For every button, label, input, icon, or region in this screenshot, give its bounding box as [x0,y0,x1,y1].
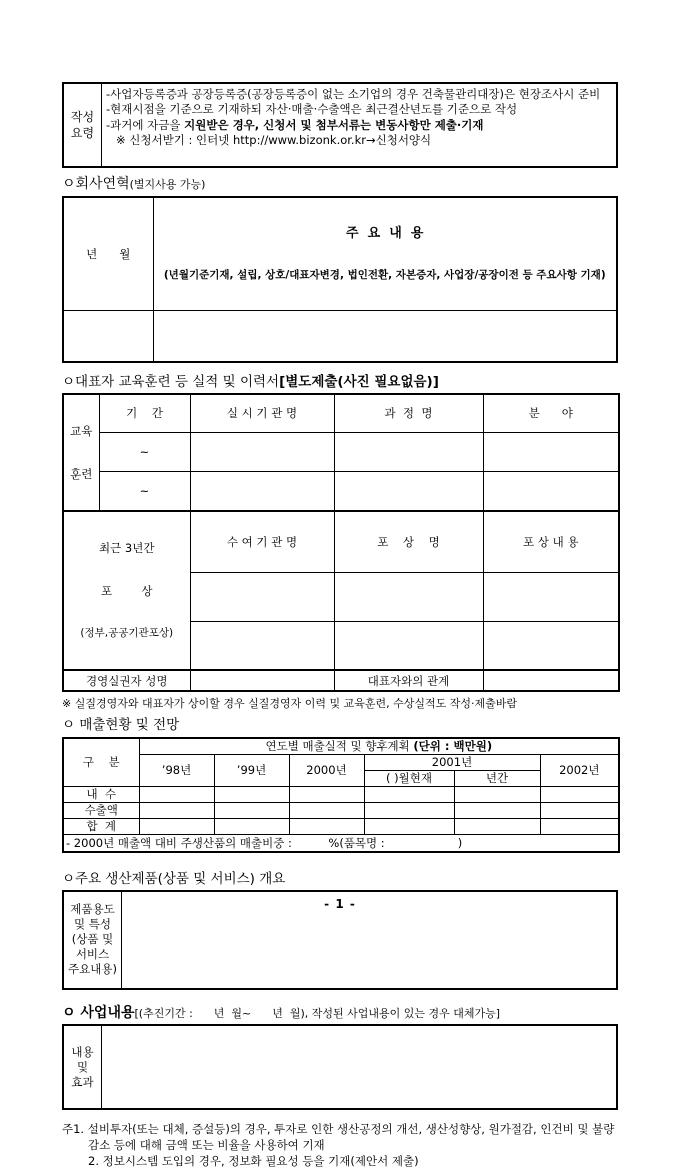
education-field-cell [483,472,619,512]
manager-note: ※ 실질경영자와 대표자가 상이할 경우 실질경영자 이력 및 교육훈련, 수상실적도 작성·제출바람 [62,697,517,711]
manager-relation-cell [483,670,619,691]
guidelines-label-line2: 요령 [70,126,95,140]
products-label-line3: (상품 및 [71,932,114,947]
sales-row-export-label: 수출액 [63,803,139,819]
guideline-item-4: ※ 신청서받기 : 인터넷 http://www.bizonk.or.kr→신청서양식 [116,133,432,148]
business-label-line3: 효과 [71,1074,94,1089]
sales-cell [139,787,214,803]
sales-col-label: 구 분 [63,738,139,787]
sales-header-year-2001: 2001년 [364,755,540,771]
sales-header-year-2000: 2000년 [289,755,364,787]
sales-cell [139,803,214,819]
products-section-title: ㅇ주요 생산제품(상품 및 서비스) 개요 [62,870,286,887]
education-title-text: ㅇ대표자 교육훈련 등 실적 및 이력서 [62,374,280,391]
business-title-rest: [(추진기간 : 년 월~ 년 월), 작성된 사업내용이 있는 경우 대체가능] [134,1006,501,1020]
awards-institution-cell [190,573,334,622]
guideline-item-3 [106,118,612,133]
business-section-title [62,1005,618,1022]
sales-cell [364,819,454,835]
history-title-suffix: (별지사용 가능) [129,178,206,191]
manager-name-label: 경영실권자 성명 [63,670,190,691]
sales-cell [289,819,364,835]
sales-cell [540,803,619,819]
guideline-item-3-prefix: -과거에 자금을 [106,117,185,132]
awards-content-cell [483,621,619,670]
page-number: - 1 - [324,897,356,911]
education-header-institution: 실 시 기 관 명 [190,394,334,432]
guidelines-box [62,82,618,168]
business-box-label [64,1026,102,1108]
awards-header-institution: 수 여 기 관 명 [190,511,334,572]
history-col-content-header [153,197,617,310]
products-label-line5: 주요내용) [68,962,117,977]
education-institution-cell [190,432,334,472]
sales-cell [214,787,289,803]
education-row-label [63,394,99,511]
sales-cell [454,803,540,819]
products-label-line2: 및 특성 [74,917,111,932]
education-row-label-line2: 훈련 [70,467,93,482]
footnote-1: 주1. 설비투자(또는 대체, 증설등)의 경우, 투자로 인한 생산공정의 개선, 생산성향상, 원가절감, 인건비 및 불량감소 등에 대해 금액 또는 비율을 사용하여 기재 [62,1122,615,1152]
sales-header-year-99: ’99년 [214,755,289,787]
awards-label-line3: (정부,공공기관포상) [80,627,174,640]
sales-cell [139,819,214,835]
history-section-title [62,176,618,193]
education-course-cell [334,472,483,512]
education-course-cell [334,432,483,472]
history-year-cell [63,310,153,362]
education-header-field: 분 야 [483,394,619,432]
guidelines-body [102,84,616,166]
education-row-label-line1: 교육 [70,424,93,439]
education-period-cell: ~ [99,472,190,512]
awards-header-name: 포 상 명 [334,511,483,572]
awards-label-line1: 최근 3년간 [99,541,155,556]
guidelines-label-line1: 작성 [70,109,95,124]
awards-header-content: 포 상 내 용 [483,511,619,572]
business-title-bold: ㅇ 사업내용 [62,1004,135,1021]
sales-cell [454,819,540,835]
manager-relation-label: 대표자와의 관계 [334,670,483,691]
awards-content-cell [483,573,619,622]
awards-name-cell [334,621,483,670]
education-section-title [62,374,618,390]
history-content-title: 주 요 내 용 [346,225,424,241]
manager-name-cell [190,670,334,691]
sales-table [62,737,620,853]
awards-institution-cell [190,621,334,670]
business-box [62,1024,618,1110]
sales-cell [540,819,619,835]
sales-cell [214,803,289,819]
business-label-line2: 및 [76,1060,89,1075]
sales-cell [454,787,540,803]
awards-name-cell [334,573,483,622]
education-header-course: 과 정 명 [334,394,483,432]
history-col-year-header: 년 월 [63,197,153,310]
education-title-bold: [별도제출(사진 필요없음)] [279,374,439,391]
guideline-item-2: -현재시점을 기준으로 기재하되 자산·매출·수출액은 최근결산년도를 기준으로 작성 [106,102,518,117]
products-label-line1: 제품용도 [70,902,115,917]
history-title-text: ㅇ회사연혁 [62,176,130,192]
guideline-item-3-bold: 지원받은 경우, 신청서 및 첨부서류는 변동사항만 제출·기재 [184,117,484,132]
sales-header-unit: (단위 : 백만원) [413,739,493,754]
sales-row-domestic-label: 내 수 [63,787,139,803]
products-label-line4: 서비스 [75,947,110,962]
sales-cell [289,787,364,803]
history-content-subtitle: (년월기준기재, 설립, 상호/대표자변경, 법인전환, 자본증자, 사업장/공장이전 등 주요사항 기재) [163,268,606,281]
sales-header-year-98: ’98년 [139,755,214,787]
awards-label-line2: 포 상 [101,584,153,599]
footnote-2: 2. 정보시스템 도입의 경우, 정보화 필요성 등을 기재(제안서 제출) [88,1153,419,1168]
sales-cell [540,787,619,803]
education-institution-cell [190,472,334,512]
sales-cell [289,803,364,819]
business-content-area [102,1026,616,1108]
sales-header-year-2002: 2002년 [540,755,619,787]
guideline-item-1: -사업자등록증과 공장등록증(공장등록증이 없는 소기업의 경우 건축물관리대장)은 현장조사시 준비 [106,87,601,101]
education-field-cell [483,432,619,472]
sales-header-title [139,738,619,755]
footer-notes [62,1122,618,1169]
sales-row-total-label: 합 계 [63,819,139,835]
sales-header-2001-annual: 년간 [454,771,540,787]
awards-row-label [63,511,190,670]
education-awards-table [62,393,620,692]
sales-section-title: ㅇ 매출현황 및 전망 [62,717,180,734]
sales-header-2001-month: ( )월현재 [364,771,454,787]
sales-header-main: 연도별 매출실적 및 향후계획 [265,739,414,754]
sales-cell [364,803,454,819]
sales-cell [364,787,454,803]
education-header-period: 기 간 [99,394,190,432]
education-period-cell: ~ [99,432,190,472]
history-table [62,196,618,363]
history-content-cell [153,310,617,362]
guidelines-label [64,84,102,166]
sales-cell [214,819,289,835]
business-label-line1: 내용 [71,1045,94,1060]
sales-footnote: - 2000년 매출액 대비 주생산품의 매출비중 : %(품목명 : ) [63,835,619,852]
